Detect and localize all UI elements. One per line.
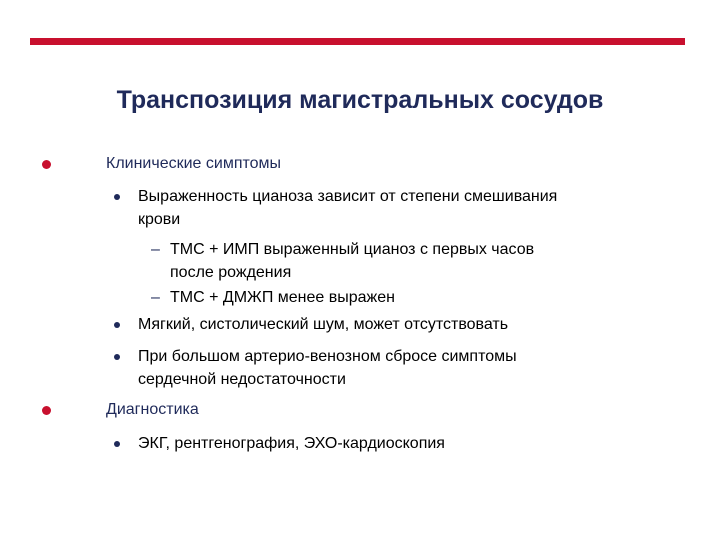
- sub-item-tms-imp-line1: ТМС + ИМП выраженный цианоз с первых часов: [170, 241, 535, 258]
- section-heading-diagnostics: Диагностика: [106, 401, 199, 418]
- slide-title: Транспозиция магистральных сосудов: [116, 86, 604, 114]
- list-item-murmur: Мягкий, систолический шум, может отсутствовать: [138, 316, 509, 333]
- level2-bullet-icon: [114, 441, 120, 447]
- list-item-cyanosis-line2: крови: [138, 211, 181, 228]
- level2-bullet-icon: [114, 322, 120, 328]
- section-heading-clinical: Клинические симптомы: [106, 155, 282, 172]
- sub-item-tms-dmzhp: ТМС + ДМЖП менее выражен: [170, 289, 395, 306]
- level3-dash-icon: –: [151, 241, 160, 258]
- list-item-heart-failure-line1: При большом артерио-венозном сбросе симптомы: [138, 348, 517, 365]
- level1-bullet-icon: [42, 406, 51, 415]
- list-item-diagnostics-methods: ЭКГ, рентгенография, ЭХО-кардиоскопия: [138, 435, 445, 452]
- level1-bullet-icon: [42, 160, 51, 169]
- list-item-heart-failure-line2: сердечной недостаточности: [138, 371, 346, 388]
- level3-dash-icon: –: [151, 289, 160, 306]
- top-accent-rule: [30, 38, 685, 45]
- level2-bullet-icon: [114, 194, 120, 200]
- level2-bullet-icon: [114, 354, 120, 360]
- sub-item-tms-imp-line2: после рождения: [170, 264, 292, 281]
- list-item-cyanosis-line1: Выраженность цианоза зависит от степени смешивания: [138, 188, 558, 205]
